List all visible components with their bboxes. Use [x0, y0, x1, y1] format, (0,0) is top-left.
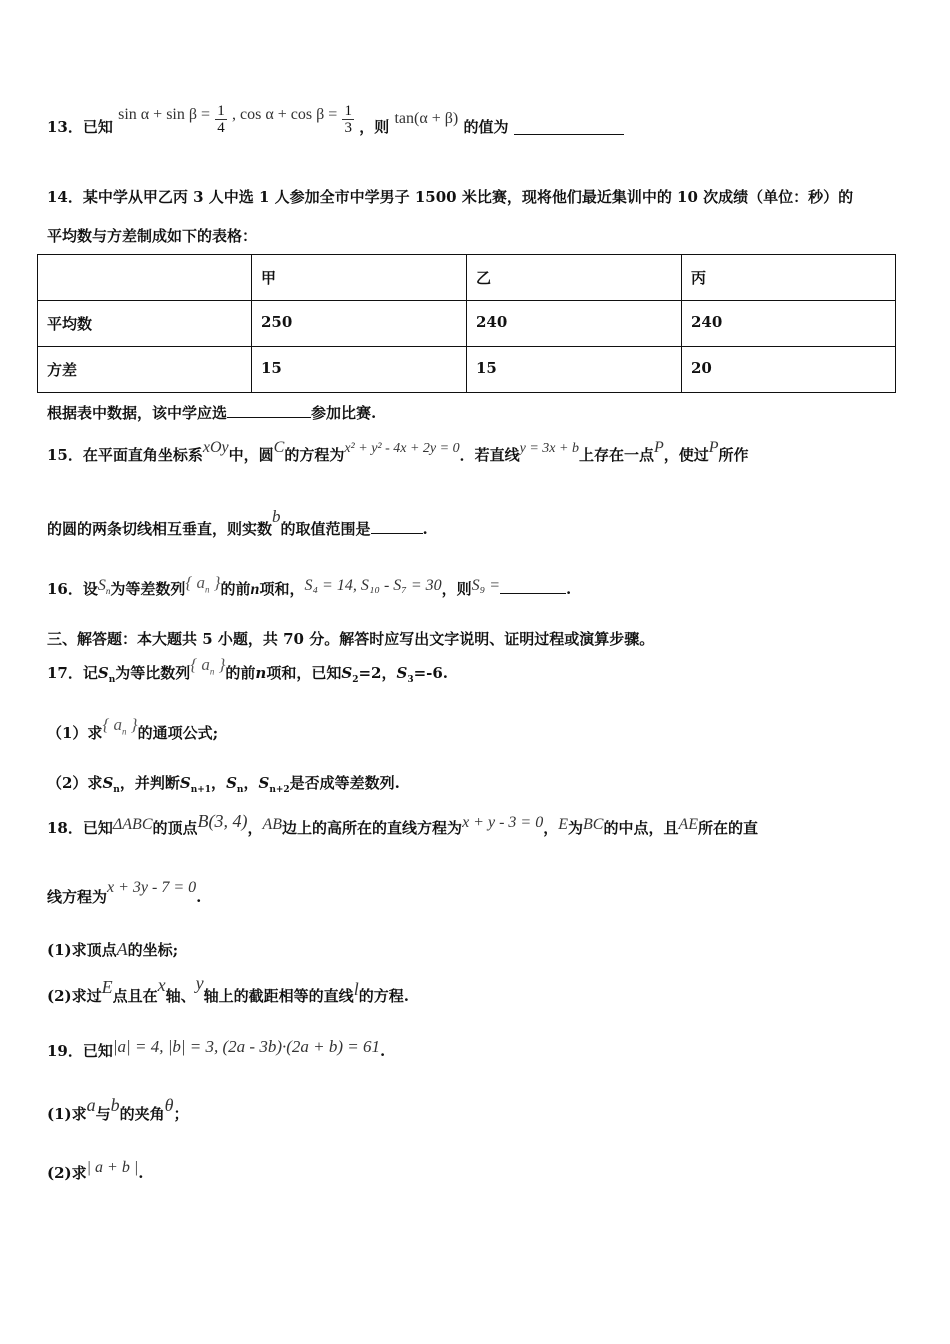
q18-p2-t2: 轴、 — [165, 987, 196, 1005]
q18-p2-t1: 点且在 — [112, 987, 158, 1005]
q13-frac2-denominator: 3 — [344, 119, 352, 136]
q18-p2-e: E — [101, 977, 113, 997]
q18-point-b: B(3, 4) — [197, 811, 248, 831]
q16-s9: S₉ = — [471, 577, 500, 594]
q18-p1-post: 的坐标; — [127, 941, 179, 959]
q16-n: n — [250, 581, 260, 598]
q17-p2-pre: （2）求 — [47, 774, 103, 792]
q17-p2-a-sub: n+1 — [190, 785, 212, 795]
q16-t3: 项和， — [259, 580, 305, 598]
q13-fraction-1 — [215, 103, 227, 136]
question-14-line-2: 平均数与方差制成如下的表格： — [47, 227, 258, 245]
q17-c1: S — [341, 664, 353, 682]
question-19-part-2 — [47, 1156, 143, 1190]
q15-t2: 的方程为 — [284, 446, 345, 464]
q17-p1-an-sub: n — [122, 726, 127, 737]
table-cell: 250 — [252, 301, 467, 347]
q18-triangle: ΔABC — [112, 816, 153, 833]
q18-p1-a: A — [116, 939, 128, 959]
question-18-line-1 — [47, 810, 758, 844]
question-17 — [47, 656, 448, 690]
q18-ab: AB — [262, 816, 283, 833]
question-17-part-1 — [47, 716, 218, 750]
q15-point-p-2: P — [708, 439, 719, 456]
q19-p1-a: a — [86, 1095, 96, 1115]
q17-t3: 项和，已知 — [266, 664, 342, 682]
q17-p2-sep2: ， — [243, 774, 259, 792]
q16-t4: ，则 — [441, 580, 472, 598]
q18-l2: 线方程为 — [47, 888, 108, 906]
q17-p1-sequence: { $a_n$ } — [102, 715, 138, 737]
q18-t7: 所在的直 — [698, 819, 759, 837]
table-header-row — [38, 255, 896, 301]
q17-c2-value: =-6. — [413, 664, 449, 682]
q15-variable-b: b — [272, 507, 281, 526]
q17-p2-post: 是否成等差数列. — [289, 774, 400, 792]
q18-eq2: x + 3y - 7 = 0 — [107, 879, 197, 896]
table-cell: 丙 — [682, 255, 896, 301]
q18-t5: 为 — [567, 819, 583, 837]
q16-t2: 的前 — [220, 580, 251, 598]
q17-p2-mid: ，并判断 — [119, 774, 180, 792]
q13-frac2-numerator: 1 — [344, 102, 352, 119]
q19-p1-b: b — [110, 1095, 120, 1115]
q16-sn-sub: n — [105, 586, 111, 597]
table-cell: 20 — [682, 347, 896, 393]
q19-p2-end: . — [138, 1164, 144, 1182]
q17-t2: 的前 — [225, 664, 256, 682]
score-table — [37, 254, 896, 393]
q16-condition: S₄ = 14, S₁₀ - S₇ = 30 — [304, 577, 442, 594]
q13-frac1-denominator: 4 — [217, 119, 225, 136]
q15-circle-c: C — [273, 439, 285, 456]
q18-t1: 的顶点 — [152, 819, 198, 837]
q17-p2-sn: S — [102, 774, 114, 792]
q16-an-letter: a — [196, 573, 205, 592]
q17-p2-c: S — [258, 774, 270, 792]
q13-then: ，则 — [359, 118, 390, 136]
q17-p2-c-sub: n+2 — [269, 785, 290, 795]
q17-s-sub: n — [108, 675, 116, 685]
q13-expression: tan(α + β) — [394, 110, 459, 127]
q15-t6: 所作 — [718, 446, 749, 464]
q17-sequence-an: { $a_n$ } — [190, 655, 226, 677]
q17-c1-sub: 2 — [352, 675, 359, 685]
table-cell: 240 — [682, 301, 896, 347]
question-18-part-1 — [47, 934, 178, 964]
q18-t4: ， — [543, 819, 559, 837]
q18-eq1: x + y - 3 = 0 — [462, 814, 544, 831]
question-19 — [47, 1034, 385, 1068]
q17-c2: S — [396, 664, 408, 682]
q13-answer-blank[interactable] — [514, 120, 624, 135]
table-cell: 甲 — [252, 255, 467, 301]
q18-l2end: . — [196, 888, 202, 906]
q15-circle-equation: x² + y² - 4x + 2y = 0 — [344, 441, 460, 456]
q17-number: 17．记 — [47, 664, 98, 682]
q17-t1: 为等比数列 — [115, 664, 191, 682]
q18-p2-pre: (2)求过 — [47, 987, 102, 1005]
q16-an-sub: n — [204, 584, 210, 595]
table-cell: 15 — [467, 347, 682, 393]
table-cell: 方差 — [38, 347, 252, 393]
q17-p2-sep1: ， — [211, 774, 227, 792]
q15-answer-blank[interactable] — [371, 519, 423, 534]
question-13 — [47, 104, 624, 148]
q15-t4: 上存在一点 — [578, 446, 654, 464]
q17-s: S — [97, 664, 109, 682]
q13-lhs1: sin α + sin β = — [118, 106, 211, 123]
q16-sn — [97, 577, 111, 597]
q17-p1-post: 的通项公式; — [137, 724, 219, 742]
question-14-answer-line — [47, 402, 376, 423]
q14-answer-blank[interactable] — [227, 403, 311, 418]
q14-after-post: 参加比赛. — [311, 404, 377, 422]
table-cell: 15 — [252, 347, 467, 393]
q13-mid: , cos α + cos β = — [232, 106, 338, 123]
q19-p2-expression: | a + b | — [86, 1159, 139, 1176]
q17-an-sub: n — [209, 666, 215, 677]
question-14-line-1: 14．某中学从甲乙丙 3 人中选 1 人参加全市中学男子 1500 米比赛，现将他们最近集训中的 10 次成绩（单位：秒）的 — [47, 188, 854, 206]
table-cell: 乙 — [467, 255, 682, 301]
q15-point-p-1: P — [653, 439, 664, 456]
q15-t1: 中，圆 — [228, 446, 274, 464]
table-cell — [38, 255, 252, 301]
q16-sn-letter: S — [97, 577, 106, 594]
question-17-part-2 — [47, 772, 400, 795]
q17-p1-pre: （1）求 — [47, 724, 103, 742]
question-19-part-1 — [47, 1096, 189, 1130]
q17-an-letter: a — [201, 655, 210, 674]
table-row — [38, 301, 896, 347]
q15-coord-system: xOy — [202, 439, 229, 456]
q17-p1-an-letter: a — [113, 715, 122, 734]
q15-number: 15．在平面直角坐标系 — [47, 446, 203, 464]
q17-p2-b: S — [226, 774, 237, 792]
q18-p2-l: l — [353, 979, 359, 999]
q19-end: . — [380, 1042, 386, 1060]
question-18-part-2 — [47, 973, 409, 1012]
q15-line-equation: y = 3x + b — [519, 441, 579, 456]
q16-t1: 为等差数列 — [110, 580, 186, 598]
question-15-line-2 — [47, 507, 428, 544]
q13-tail: 的值为 — [463, 118, 509, 136]
q18-ae: AE — [678, 816, 699, 833]
q18-e: E — [558, 816, 568, 833]
q19-p1-t: 的夹角 — [119, 1105, 165, 1123]
q19-p1-mid: 与 — [95, 1105, 111, 1123]
q19-number: 19．已知 — [47, 1042, 113, 1060]
table-row — [38, 347, 896, 393]
q15-t3: ．若直线 — [459, 446, 520, 464]
section-3-heading: 三、解答题：本大题共 5 小题，共 70 分。解答时应写出文字说明、证明过程或演算步骤。 — [47, 630, 655, 648]
q17-c1-value: =2， — [358, 664, 397, 682]
q16-answer-blank[interactable] — [500, 579, 566, 594]
q15-t5: ，使过 — [663, 446, 709, 464]
q16-number: 16．设 — [47, 580, 98, 598]
q18-t3: 边上的高所在的直线方程为 — [282, 819, 463, 837]
q18-t2: ， — [247, 819, 263, 837]
q18-p2-x: x — [157, 975, 166, 995]
q16-sequence-an: { $a_n$ } — [185, 573, 221, 595]
q15-l2end: . — [422, 520, 428, 538]
q19-p1-end: ； — [173, 1105, 189, 1123]
q14-after-pre: 根据表中数据，该中学应选 — [47, 404, 228, 422]
q18-t6: 的中点，且 — [603, 819, 679, 837]
question-16 — [47, 572, 571, 606]
q19-p1-pre: (1)求 — [47, 1105, 87, 1123]
q17-p2-a: S — [179, 774, 191, 792]
q13-frac1-numerator: 1 — [217, 102, 225, 119]
table-cell: 平均数 — [38, 301, 252, 347]
q18-number: 18．已知 — [47, 819, 113, 837]
q16-end: . — [566, 580, 572, 598]
q18-p2-y: y — [195, 973, 204, 993]
q17-p2-sn-sub: n — [113, 785, 120, 795]
q15-l2a: 的圆的两条切线相互垂直，则实数 — [47, 520, 273, 538]
q19-equation: |a| = 4, |b| = 3, (2a - 3b)·(2a + b) = 61 — [112, 1037, 381, 1056]
question-15-line-1 — [47, 440, 749, 470]
q18-p2-t3: 轴上的截距相等的直线 — [203, 987, 354, 1005]
q18-bc: BC — [583, 816, 604, 833]
q17-n: n — [255, 664, 267, 682]
q13-number: 13．已知 — [47, 118, 113, 136]
q13-fraction-2 — [342, 103, 354, 136]
q17-p2-b-sub: n — [236, 785, 244, 795]
q17-c2-sub: 3 — [407, 675, 414, 685]
q18-p1-pre: (1)求顶点 — [47, 941, 117, 959]
table-cell: 240 — [467, 301, 682, 347]
q15-l2b: 的取值范围是 — [280, 520, 371, 538]
q19-p1-theta: θ — [164, 1095, 174, 1115]
q18-p2-post: 的方程. — [358, 987, 409, 1005]
question-18-line-2 — [47, 880, 201, 914]
q19-p2-pre: (2)求 — [47, 1164, 87, 1182]
